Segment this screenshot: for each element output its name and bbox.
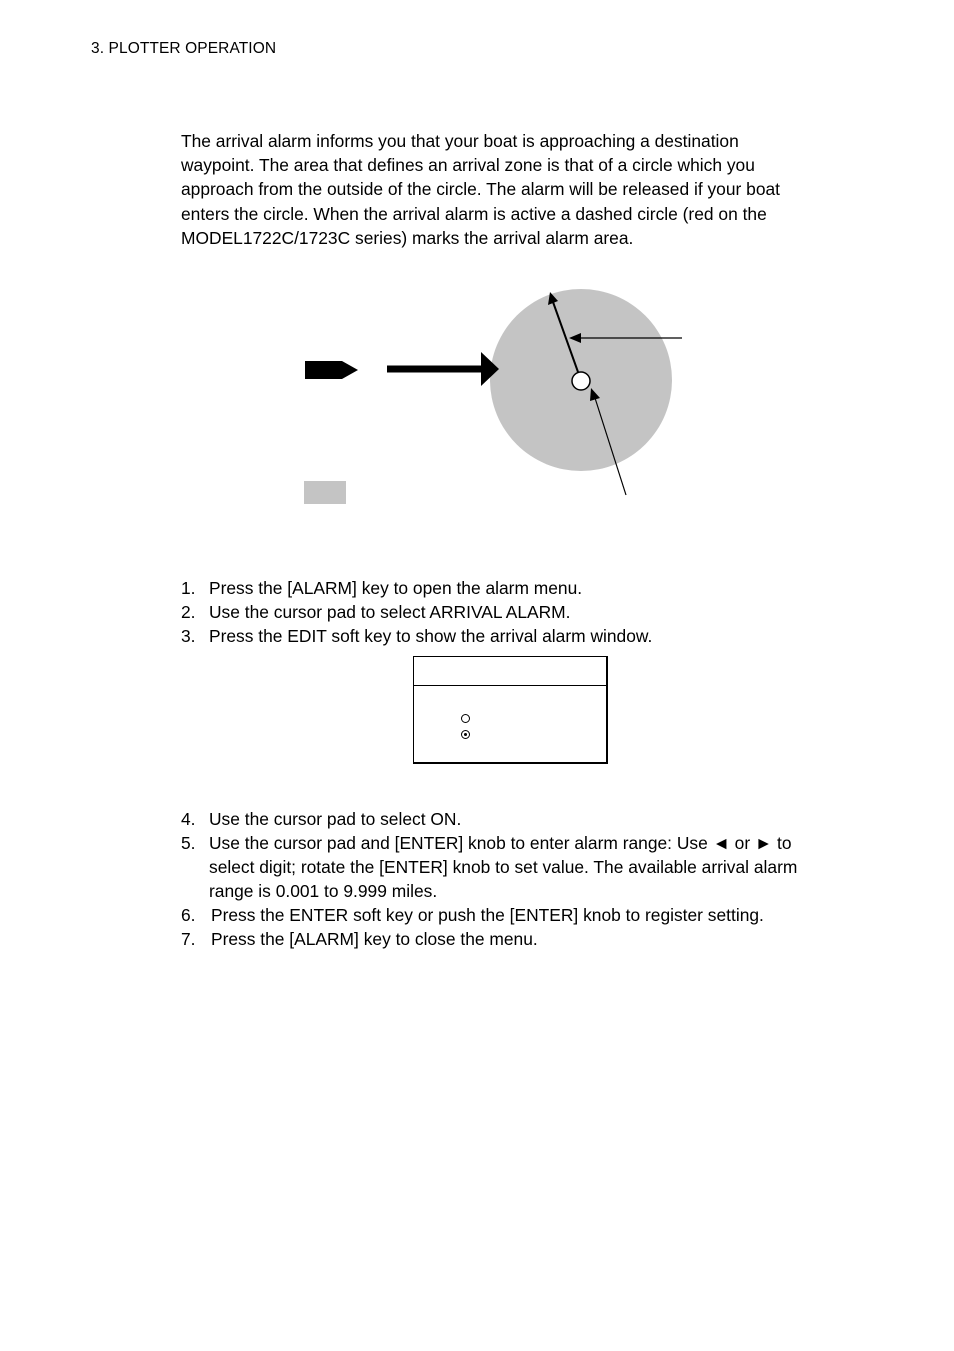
procedure-step xyxy=(181,624,652,648)
procedure-step xyxy=(181,903,797,927)
step-text: Use the cursor pad to select ON. xyxy=(209,809,462,829)
intro-line: The arrival alarm informs you that your boat is approaching a destination xyxy=(181,131,739,151)
step-text: Use the cursor pad to select ARRIVAL ALARM. xyxy=(209,602,571,622)
step-text: range is 0.001 to 9.999 miles. xyxy=(209,881,438,901)
procedure-step xyxy=(181,576,652,600)
intro-line: enters the circle. When the arrival alarm is active a dashed circle (red on the xyxy=(181,203,767,224)
radio-off-icon[interactable] xyxy=(461,714,470,723)
running-header: 3. PLOTTER OPERATION xyxy=(91,40,277,57)
procedure-steps-part2 xyxy=(181,807,797,951)
step-number: 6. xyxy=(181,905,196,925)
alarm-area-legend-swatch xyxy=(304,481,346,504)
intro-line: MODEL1722C/1723C series) marks the arrival alarm area. xyxy=(181,227,634,248)
step-text: Press the [ALARM] key to close the menu. xyxy=(211,929,538,949)
window-title-bar xyxy=(414,657,606,686)
arrival-alarm-window xyxy=(413,656,608,764)
step-number: 2. xyxy=(181,602,196,622)
step-number: 3. xyxy=(181,626,196,646)
procedure-step xyxy=(181,831,797,903)
step-text: Use the cursor pad and [ENTER] knob to enter alarm range: Use ◄ or ► to xyxy=(209,833,792,853)
radio-on-selected-icon[interactable] xyxy=(461,730,470,739)
step-text: select digit; rotate the [ENTER] knob to set value. The available arrival alarm xyxy=(209,857,798,877)
arrival-alarm-diagram xyxy=(0,0,954,560)
step-number: 5. xyxy=(181,833,196,853)
destination-waypoint-icon xyxy=(572,372,590,390)
procedure-step xyxy=(181,600,652,624)
procedure-step xyxy=(181,807,797,831)
step-text: Press the ENTER soft key or push the [ENTER] knob to register setting. xyxy=(211,905,764,925)
procedure-step xyxy=(181,927,797,951)
own-ship-icon xyxy=(305,361,358,379)
step-text: Press the [ALARM] key to open the alarm menu. xyxy=(209,578,583,598)
step-text: Press the EDIT soft key to show the arrival alarm window. xyxy=(209,626,653,646)
procedure-steps-part1 xyxy=(181,576,652,648)
step-number: 7. xyxy=(181,929,196,949)
approach-arrow-icon xyxy=(387,352,499,386)
step-number: 1. xyxy=(181,578,196,598)
intro-line: waypoint. The area that defines an arrival zone is that of a circle which you xyxy=(181,155,755,176)
step-number: 4. xyxy=(181,809,196,829)
intro-line: approach from the outside of the circle. The alarm will be released if your boat xyxy=(181,179,781,200)
